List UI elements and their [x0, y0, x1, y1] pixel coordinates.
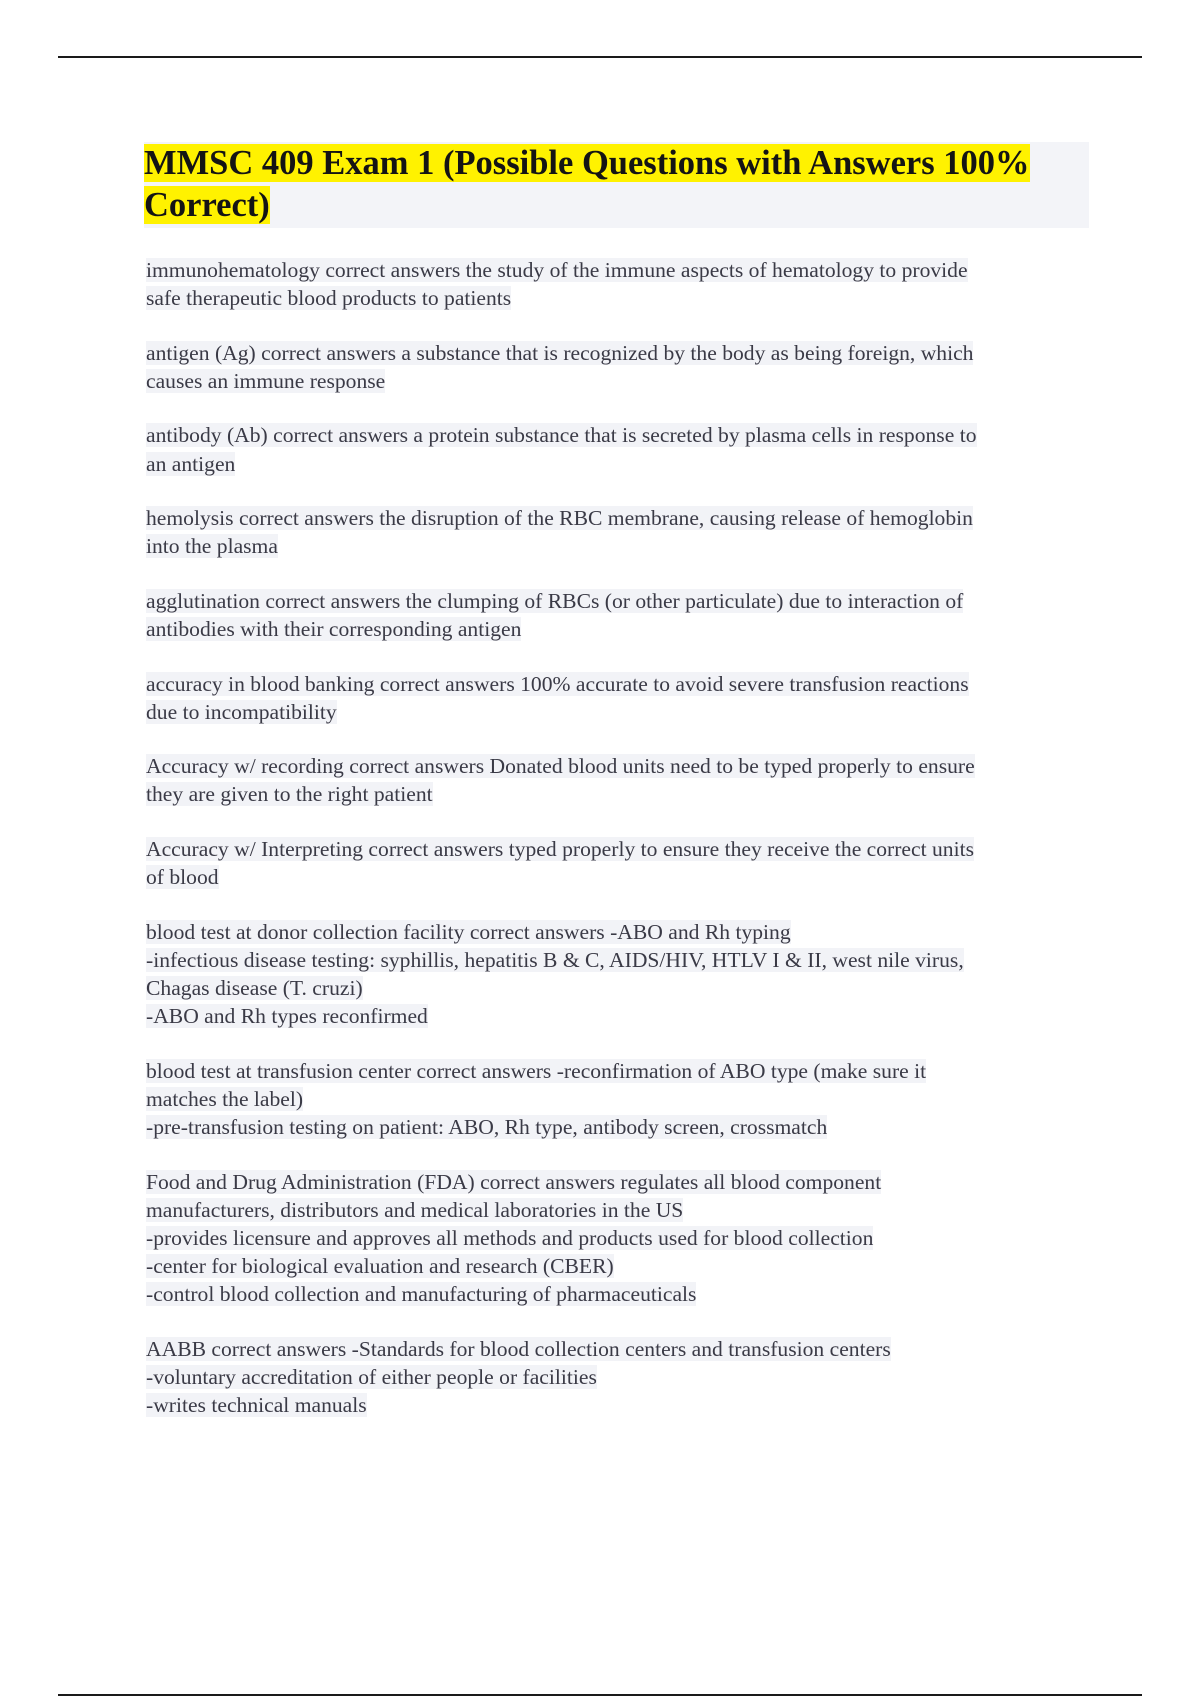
qa-entry-accuracy-interpreting	[146, 835, 1086, 891]
qa-entry-donor-collection-tests	[146, 918, 1086, 1031]
qa-entry-antibody	[146, 421, 1086, 477]
title-line-1: MMSC 409 Exam 1 (Possible Questions with Answers 100%	[144, 144, 1030, 182]
entry-line: matches the label)	[146, 1086, 304, 1111]
entry-line: -center for biological evaluation and research (CBER)	[146, 1254, 614, 1279]
entry-line: blood test at transfusion center correct answers -reconfirmation of ABO type (make sure it	[146, 1058, 927, 1083]
entry-line: into the plasma	[146, 534, 278, 559]
entry-line: -ABO and Rh types reconfirmed	[146, 1004, 428, 1029]
entry-line: they are given to the right patient	[146, 782, 433, 807]
qa-entry-agglutination	[146, 587, 1086, 643]
entry-line: accuracy in blood banking correct answers 100% accurate to avoid severe transfusion reactions	[146, 671, 969, 696]
entry-line: -pre-transfusion testing on patient: ABO, Rh type, antibody screen, crossmatch	[146, 1115, 828, 1140]
entry-line: causes an immune response	[146, 368, 386, 393]
entry-line: -voluntary accreditation of either people or facilities	[146, 1365, 597, 1390]
title-line-2: Correct)	[144, 186, 270, 224]
entry-line: antibody (Ab) correct answers a protein substance that is secreted by plasma cells in response to	[146, 423, 977, 448]
qa-entries	[146, 256, 1086, 1446]
qa-entry-aabb	[146, 1335, 1086, 1420]
entry-line: of blood	[146, 865, 219, 890]
entry-line: agglutination correct answers the clumping of RBCs (or other particulate) due to interaction of	[146, 588, 964, 613]
entry-line: antibodies with their corresponding antigen	[146, 617, 522, 642]
entry-line: Chagas disease (T. cruzi)	[146, 976, 363, 1001]
qa-entry-antigen	[146, 339, 1086, 395]
entry-line: AABB correct answers -Standards for blood collection centers and transfusion centers	[146, 1336, 891, 1361]
qa-entry-accuracy-blood-banking	[146, 670, 1086, 726]
entry-line: Accuracy w/ recording correct answers Donated blood units need to be typed properly to ensure	[146, 754, 975, 779]
footer-rule	[58, 1694, 1142, 1696]
entry-line: -writes technical manuals	[146, 1393, 367, 1418]
entry-line: an antigen	[146, 451, 236, 476]
header-rule	[58, 56, 1142, 58]
entry-line: -infectious disease testing: syphillis, hepatitis B & C, AIDS/HIV, HTLV I & II, west nile virus,	[146, 947, 964, 972]
entry-line: safe therapeutic blood products to patients	[146, 286, 512, 311]
entry-line: due to incompatibility	[146, 699, 337, 724]
entry-line: manufacturers, distributors and medical laboratories in the US	[146, 1197, 684, 1222]
entry-line: -control blood collection and manufacturing of pharmaceuticals	[146, 1282, 697, 1307]
document-title-block	[144, 142, 1089, 228]
qa-entry-hemolysis	[146, 504, 1086, 560]
document-title	[144, 142, 1089, 226]
entry-line: hemolysis correct answers the disruption of the RBC membrane, causing release of hemoglobin	[146, 506, 973, 531]
qa-entry-transfusion-center-tests	[146, 1057, 1086, 1142]
qa-entry-immunohematology	[146, 256, 1086, 312]
entry-line: Food and Drug Administration (FDA) correct answers regulates all blood component	[146, 1169, 882, 1194]
qa-entry-fda	[146, 1168, 1086, 1309]
entry-line: Accuracy w/ Interpreting correct answers typed properly to ensure they receive the correct units	[146, 836, 974, 861]
entry-line: blood test at donor collection facility correct answers -ABO and Rh typing	[146, 919, 791, 944]
entry-line: antigen (Ag) correct answers a substance that is recognized by the body as being foreign, which	[146, 340, 974, 365]
entry-line: -provides licensure and approves all methods and products used for blood collection	[146, 1226, 874, 1251]
qa-entry-accuracy-recording	[146, 752, 1086, 808]
entry-line: immunohematology correct answers the study of the immune aspects of hematology to provide	[146, 258, 968, 282]
